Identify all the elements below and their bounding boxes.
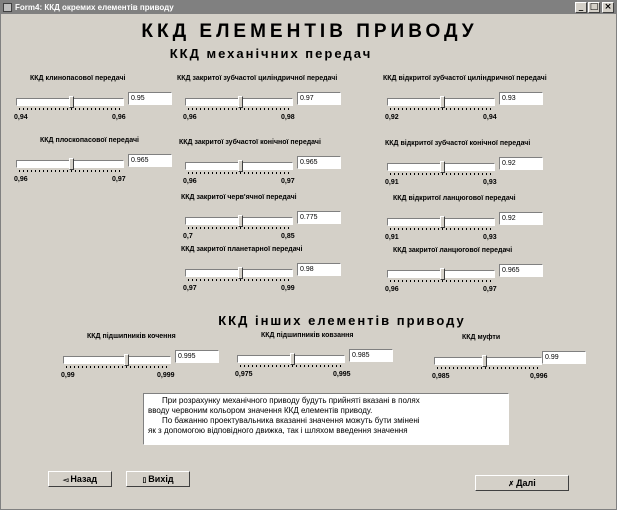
efficiency-input[interactable]: 0.985 bbox=[349, 349, 393, 362]
efficiency-label: ККД відкритої зубчастої конічної передачі bbox=[385, 140, 531, 147]
min-value: 0,91 bbox=[385, 179, 399, 186]
maximize-button[interactable]: □ bbox=[589, 2, 599, 12]
efficiency-slider-track[interactable] bbox=[16, 98, 124, 106]
minimize-button[interactable]: _ bbox=[575, 2, 587, 13]
back-button-label: Назад bbox=[70, 474, 98, 484]
efficiency-slider-track[interactable] bbox=[387, 270, 495, 278]
max-value: 0,98 bbox=[281, 114, 295, 121]
back-arrow-icon: ◅ bbox=[62, 477, 69, 484]
slider-ticks bbox=[19, 108, 123, 110]
max-value: 0,995 bbox=[333, 371, 351, 378]
min-value: 0,7 bbox=[183, 233, 193, 240]
efficiency-label: ККД відкритої ланцюгової передачі bbox=[393, 195, 516, 202]
efficiency-slider-track[interactable] bbox=[63, 356, 171, 364]
info-line: як з допомогою відповідного движка, так і шляхом введення значення bbox=[148, 426, 408, 435]
efficiency-slider-track[interactable] bbox=[434, 357, 542, 365]
info-line: вводу червоним кольором значення ККД елементів приводу. bbox=[148, 406, 373, 415]
info-line: При розрахунку механічного приводу будуть прийняті вказані в полях bbox=[162, 396, 420, 405]
efficiency-slider-track[interactable] bbox=[185, 269, 293, 277]
efficiency-label: ККД муфти bbox=[462, 334, 501, 341]
efficiency-input[interactable]: 0.775 bbox=[297, 211, 341, 224]
efficiency-label: ККД підшипників кочення bbox=[87, 333, 176, 340]
slider-thumb[interactable] bbox=[238, 267, 243, 279]
efficiency-input[interactable]: 0.92 bbox=[499, 157, 543, 170]
min-value: 0,975 bbox=[235, 371, 253, 378]
other-heading: ККД інших елементів приводу bbox=[218, 313, 466, 328]
next-button-label: Далі bbox=[516, 478, 536, 488]
min-value: 0,94 bbox=[14, 114, 28, 121]
min-value: 0,985 bbox=[432, 373, 450, 380]
max-value: 0,97 bbox=[112, 176, 126, 183]
min-value: 0,99 bbox=[61, 372, 75, 379]
efficiency-slider-track[interactable] bbox=[185, 98, 293, 106]
efficiency-slider-track[interactable] bbox=[387, 98, 495, 106]
slider-ticks bbox=[390, 228, 494, 230]
efficiency-slider-track[interactable] bbox=[185, 162, 293, 170]
window-title: Form4: ККД окремих елементів приводу bbox=[15, 3, 174, 12]
efficiency-input[interactable]: 0.995 bbox=[175, 350, 219, 363]
efficiency-label: ККД клинопасової передачі bbox=[30, 75, 126, 82]
efficiency-input[interactable]: 0.97 bbox=[297, 92, 341, 105]
max-value: 0,93 bbox=[483, 179, 497, 186]
mechanical-heading: ККД механічних передач bbox=[169, 46, 373, 61]
efficiency-input[interactable]: 0.965 bbox=[297, 156, 341, 169]
efficiency-input[interactable]: 0.93 bbox=[499, 92, 543, 105]
efficiency-slider-track[interactable] bbox=[387, 218, 495, 226]
slider-ticks bbox=[188, 108, 292, 110]
efficiency-input[interactable]: 0.95 bbox=[128, 92, 172, 105]
max-value: 0,96 bbox=[112, 114, 126, 121]
info-line: По бажанню проектувальника вказанні значення можуть бути змінені bbox=[162, 416, 420, 425]
slider-ticks bbox=[240, 365, 344, 367]
min-value: 0,96 bbox=[14, 176, 28, 183]
slider-ticks bbox=[188, 279, 292, 281]
door-icon: ▯ bbox=[142, 477, 147, 484]
efficiency-input[interactable]: 0.965 bbox=[128, 154, 172, 167]
running-man-icon: ✗ bbox=[508, 481, 515, 488]
exit-button-label: Вихід bbox=[148, 474, 174, 484]
slider-thumb[interactable] bbox=[124, 354, 129, 366]
slider-thumb[interactable] bbox=[238, 215, 243, 227]
max-value: 0,85 bbox=[281, 233, 295, 240]
exit-button[interactable] bbox=[126, 471, 190, 487]
slider-ticks bbox=[19, 170, 123, 172]
max-value: 0,996 bbox=[530, 373, 548, 380]
slider-thumb[interactable] bbox=[238, 160, 243, 172]
min-value: 0,96 bbox=[183, 114, 197, 121]
slider-ticks bbox=[66, 366, 170, 368]
efficiency-slider-track[interactable] bbox=[237, 355, 345, 363]
slider-thumb[interactable] bbox=[440, 161, 445, 173]
min-value: 0,96 bbox=[385, 286, 399, 293]
info-text-box bbox=[143, 393, 509, 445]
app-icon bbox=[3, 3, 12, 12]
main-heading: ККД ЕЛЕМЕНТІВ ПРИВОДУ bbox=[141, 21, 478, 42]
close-button[interactable]: × bbox=[602, 2, 614, 13]
efficiency-slider-track[interactable] bbox=[185, 217, 293, 225]
slider-ticks bbox=[390, 280, 494, 282]
slider-thumb[interactable] bbox=[290, 353, 295, 365]
min-value: 0,91 bbox=[385, 234, 399, 241]
max-value: 0,99 bbox=[281, 285, 295, 292]
max-value: 0,97 bbox=[483, 286, 497, 293]
slider-thumb[interactable] bbox=[482, 355, 487, 367]
efficiency-label: ККД закритої зубчастої конічної передачі bbox=[179, 139, 321, 146]
slider-ticks bbox=[390, 173, 494, 175]
efficiency-input[interactable]: 0.92 bbox=[499, 212, 543, 225]
slider-thumb[interactable] bbox=[69, 158, 74, 170]
slider-ticks bbox=[188, 172, 292, 174]
efficiency-label: ККД закритої ланцюгової передачі bbox=[393, 247, 513, 254]
min-value: 0,92 bbox=[385, 114, 399, 121]
slider-thumb[interactable] bbox=[238, 96, 243, 108]
efficiency-label: ККД закритої черв'ячної передачі bbox=[181, 194, 297, 201]
slider-thumb[interactable] bbox=[69, 96, 74, 108]
max-value: 0,97 bbox=[281, 178, 295, 185]
efficiency-input[interactable]: 0.965 bbox=[499, 264, 543, 277]
slider-thumb[interactable] bbox=[440, 268, 445, 280]
slider-ticks bbox=[437, 367, 541, 369]
efficiency-slider-track[interactable] bbox=[387, 163, 495, 171]
efficiency-label: ККД відкритої зубчастої циліндричної передачі bbox=[383, 75, 547, 82]
efficiency-label: ККД закритої планетарної передачі bbox=[181, 246, 303, 253]
back-button[interactable] bbox=[48, 471, 112, 487]
efficiency-label: ККД закритої зубчастої циліндричної передачі bbox=[177, 75, 338, 82]
min-value: 0,97 bbox=[183, 285, 197, 292]
max-value: 0,94 bbox=[483, 114, 497, 121]
efficiency-slider-track[interactable] bbox=[16, 160, 124, 168]
max-value: 0,999 bbox=[157, 372, 175, 379]
title-bar[interactable] bbox=[1, 1, 616, 14]
slider-ticks bbox=[188, 227, 292, 229]
max-value: 0,93 bbox=[483, 234, 497, 241]
slider-thumb[interactable] bbox=[440, 216, 445, 228]
efficiency-label: ККД плоскопасової передачі bbox=[40, 137, 139, 144]
efficiency-input[interactable]: 0.99 bbox=[542, 351, 586, 364]
efficiency-input[interactable]: 0.98 bbox=[297, 263, 341, 276]
min-value: 0,96 bbox=[183, 178, 197, 185]
efficiency-label: ККД підшипників ковзання bbox=[261, 332, 354, 339]
next-button[interactable] bbox=[475, 475, 569, 491]
slider-thumb[interactable] bbox=[440, 96, 445, 108]
slider-ticks bbox=[390, 108, 494, 110]
